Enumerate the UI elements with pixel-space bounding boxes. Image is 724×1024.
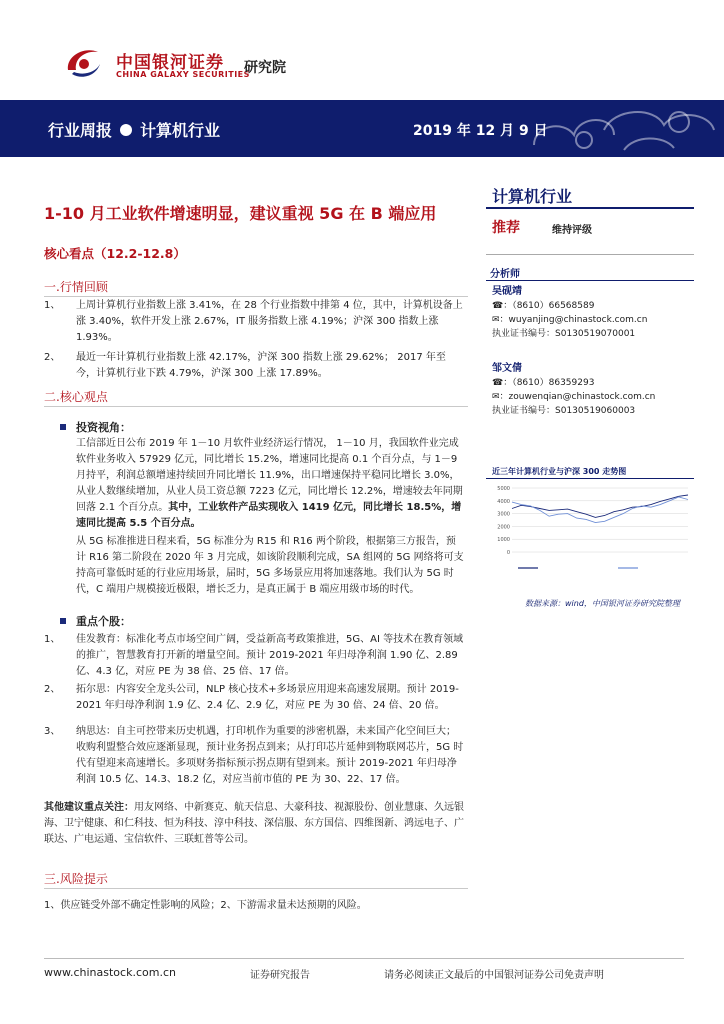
invest-paragraph-2: 从 5G 标准推进日程来看，5G 标准分为 R15 和 R16 两个阶段，根据第三方报告，预计 R16 第二阶段在 2020 年 3 月完成，如该阶段顺利完成，SA 组网的 5G 网络将可支持高可靠低时延的行业应用场景，届时，5G 多场景应用将加速落地。我们认为 5G 时代，C 端用户规模接近极限，增长乏力，是真正属于 B 端应用级市场的时代。 xyxy=(76,536,464,595)
banner-left xyxy=(48,118,220,141)
section-title: 三.风险提示 xyxy=(44,872,108,886)
list-item: 2、 拓尔思：内容安全龙头公司，NLP 核心技术+多场景应用迎来高速发展期。预计 2019-2021 年归母净利润 1.9 亿、2.4 亿、2.9 亿，对应 PE 为 30 倍、24 倍、20 倍。 xyxy=(44,684,459,711)
list-item: 2、 最近一年计算机行业指数上涨 42.17%，沪深 300 指数上涨 29.62%； 2017 年至今，计算机行业下跌 4.79%，沪深 300 上涨 17.89%。 xyxy=(44,352,446,379)
analyst-name: 吴砚靖 xyxy=(492,286,522,297)
invest-paragraph-1: 工信部近日公布 2019 年 1－10 月软件业经济运行情况， 1－10 月，我国软件业完成软件业务收入 57929 亿元，同比增长 15.2%，增速同比提高 0.1 个百分点，与 1－9 月持平，利润总额增速持续回升同比增长 11.9%，出口增速保持平稳同比增长 3.0%，从业人数继续增加，从业人员工资总额 7223 亿元，同比增长 12.2%，增速较去年同期回落 2.1 个百分点。其中，工业软件产品实现收入 1419 亿元，同比增长 18.5%，增速同比提高 5.5 个百分点。 xyxy=(76,438,463,529)
report-date: 2019 年 12 月 9 日 xyxy=(413,123,548,139)
footer-disclaimer: 请务必阅读正文最后的中国银河证券公司免责声明 xyxy=(384,970,604,981)
list-item: 1、 上周计算机行业指数上涨 3.41%，在 28 个行业指数中排第 4 位，其中，计算机设备上涨 3.40%，软件开发上涨 2.67%，IT 服务指数上涨 4.19%；沪深 300 指数上涨 1.93%。 xyxy=(44,300,463,343)
key-stocks-heading: 重点个股： xyxy=(60,613,131,629)
list-item: 1、 佳发教育：标准化考点市场空间广阔，受益新高考政策推进，5G、AI 等技术在教育领域的推广，智慧教育打开新的增量空间。预计 2019-2021 年归母净利润 1.90 亿、2.89 亿、4.3 亿，对应 PE 为 38 倍、25 倍、17 倍。 xyxy=(44,634,464,677)
y-tick-label: 4000 xyxy=(497,498,510,505)
rating-note: 维持评级 xyxy=(552,225,592,236)
analyst-heading: 分析师 xyxy=(490,269,520,280)
analyst-cert: 执业证书编号：S0130519070001 xyxy=(492,329,636,339)
invest-view-heading: 投资视角： xyxy=(60,419,131,435)
footer-report-type: 证券研究报告 xyxy=(250,970,310,981)
sector-label: 计算机行业 xyxy=(492,187,573,206)
y-tick-label: 5000 xyxy=(497,486,510,492)
series-line-1 xyxy=(512,495,688,517)
report-title: 1-10 月工业软件增速明显，建议重视 5G 在 B 端应用 xyxy=(44,204,437,223)
risk-text: 1、供应链受外部不确定性影响的风险；2、下游需求量未达预期的风险。 xyxy=(44,900,367,911)
brand-name-en: CHINA GALAXY SECURITIES xyxy=(116,70,250,79)
analyst-cert: 执业证书编号：S0130519060003 xyxy=(492,406,636,416)
y-tick-label: 0 xyxy=(506,550,510,556)
section-core-view xyxy=(44,388,468,405)
y-tick-label: 2000 xyxy=(497,524,510,531)
y-tick-label: 1000 xyxy=(497,537,510,544)
footer-divider xyxy=(44,958,684,959)
industry-label: 计算机行业 xyxy=(140,121,221,140)
analyst-email[interactable]: ✉：wuyanjing@chinastock.com.cn xyxy=(492,315,648,325)
rating-label: 推荐 xyxy=(492,220,520,236)
other-recommendations: 其他建议重点关注：用友网络、中新赛克、航天信息、大豪科技、视源股份、创业慧康、久远银海、卫宁健康、和仁科技、恒为科技、淳中科技、深信服、东方国信、四维图新、鸿远电子、广联达、广电运通、宝信软件、三联虹普等公司。 xyxy=(44,802,464,845)
analyst-phone: ☎：（8610）66568589 xyxy=(492,301,595,311)
chart-source: 数据来源：wind，中国银河证券研究院整理 xyxy=(525,599,680,608)
report-type: 行业周报 xyxy=(48,121,113,140)
analyst-email[interactable]: ✉：zouwenqian@chinastock.com.cn xyxy=(492,392,656,402)
square-bullet-icon xyxy=(60,424,66,430)
analyst-name: 邹文倩 xyxy=(492,363,522,374)
chart-title: 近三年计算机行业与沪深 300 走势图 xyxy=(492,467,627,476)
report-banner xyxy=(0,100,724,157)
banner-notch xyxy=(485,157,724,175)
divider xyxy=(486,207,694,209)
institute-label: 研究院 xyxy=(244,60,286,76)
divider xyxy=(486,280,694,281)
y-tick-label: 3000 xyxy=(497,511,510,518)
list-item: 3、 纳思达：自主可控带来历史机遇，打印机作为重要的涉密机器，未来国产化空间巨大；收购利盟整合效应逐渐显现，预计业务拐点到来；从打印芯片延伸到物联网芯片，5G 时代有望迎来高速增长。多项财务指标预示拐点期有望到来。预计 2019-2021 年归母净利润 10.5 亿、14.3、18.2 亿，对应当前市值的 PE 为 30、22、17 倍。 xyxy=(44,726,464,785)
dot-icon xyxy=(120,124,132,136)
footer-url[interactable]: www.chinastock.com.cn xyxy=(44,966,176,979)
trend-chart xyxy=(488,482,694,578)
analyst-phone: ☎：（8610）86359293 xyxy=(492,378,595,388)
brand-name-cn: 中国银河证券 xyxy=(116,53,224,73)
section-title: 二.核心观点 xyxy=(44,390,108,404)
galaxy-logo xyxy=(62,44,106,84)
divider xyxy=(486,478,694,479)
core-heading: 核心看点（12.2-12.8） xyxy=(44,246,186,261)
divider xyxy=(486,254,694,255)
square-bullet-icon xyxy=(60,618,66,624)
section-risk xyxy=(44,870,468,887)
section-title: 一.行情回顾 xyxy=(44,280,108,294)
section-market-review xyxy=(44,278,468,295)
